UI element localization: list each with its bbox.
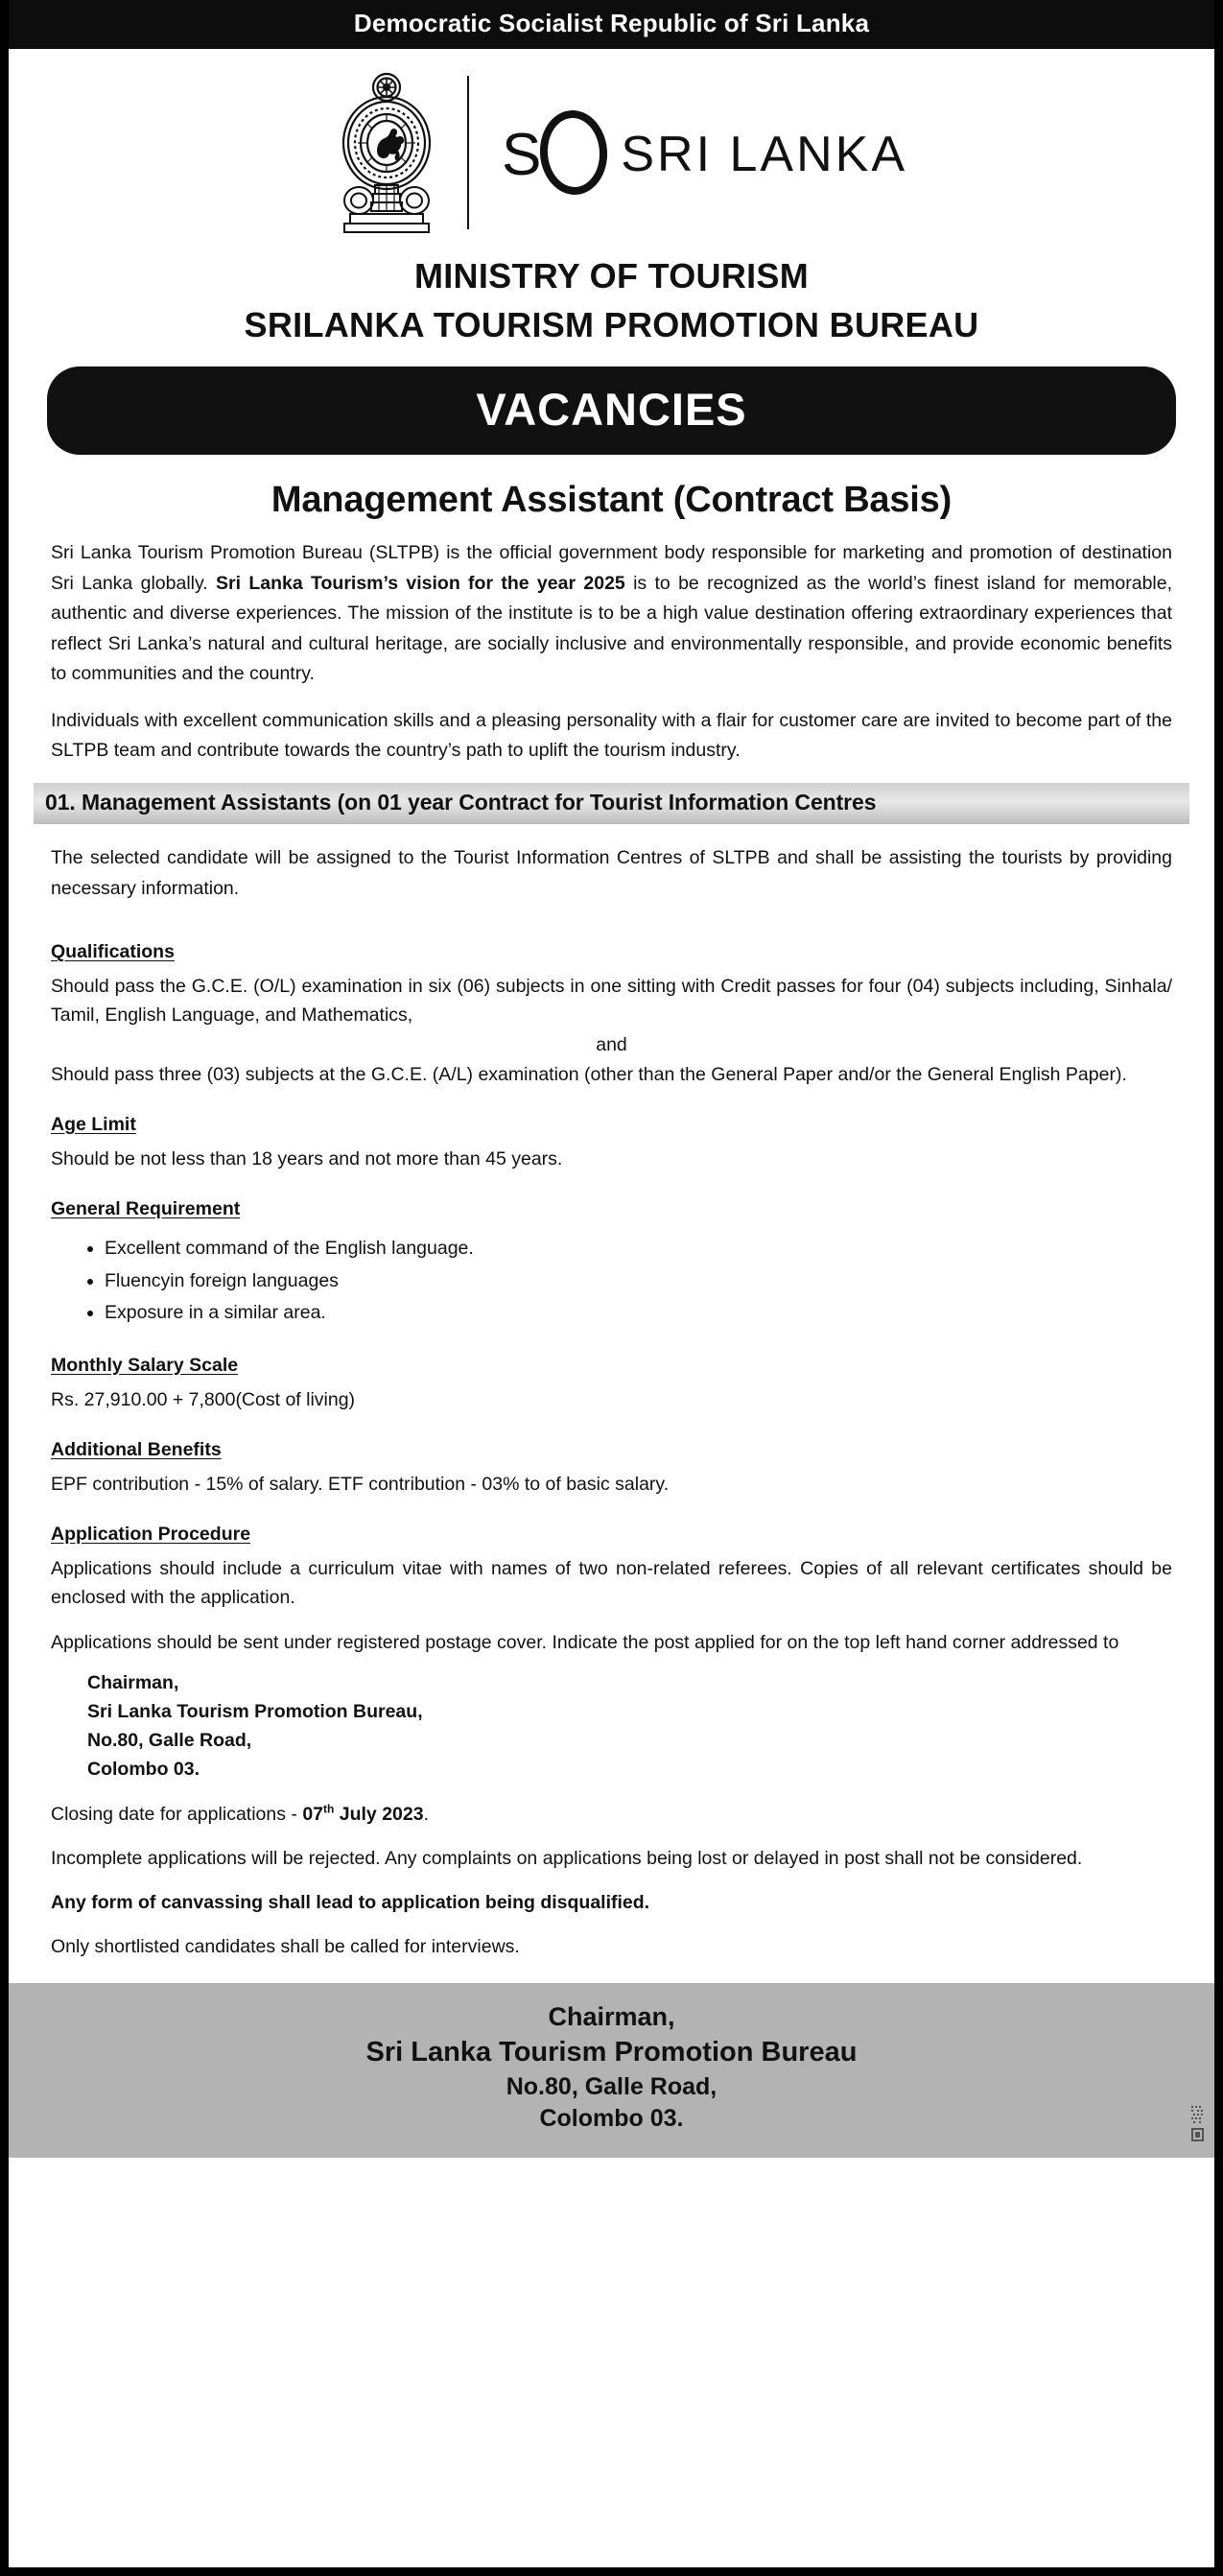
benefits-heading: Additional Benefits [51,1438,222,1460]
ministry-title: MINISTRY OF TOURISM [413,256,810,295]
general-requirement-heading: General Requirement [51,1198,241,1220]
list-item: • Fluencyin foreign languages [105,1265,1172,1298]
canvassing-note: Any form of canvassing shall lead to application being disqualified. [51,1892,650,1914]
bureau-title: SRILANKA TOURISM PROMOTION BUREAU [244,305,979,344]
vacancies-banner-wrap [9,345,1214,455]
footer-line-bureau: Sri Lanka Tourism Promotion Bureau [365,2036,858,2068]
age-limit-heading-wrap [51,1093,1172,1145]
footer-line-city: Colombo 03. [539,2104,684,2132]
address-line: Sri Lanka Tourism Promotion Bureau, [87,1700,423,1722]
qualification-item-2: Should pass three (03) subjects at the G.C.E. (A/L) examination (other than the General Paper and/or the General English Paper). [51,1063,1127,1085]
so-ring-icon [537,108,610,198]
list-item: • Excellent command of the English language. [105,1233,1172,1265]
application-procedure-heading-wrap [51,1502,1172,1554]
benefits-text: EPF contribution - 15% of salary. ETF contribution - 03% to of basic salary. [51,1473,670,1495]
general-requirement-heading-wrap [51,1177,1172,1229]
closing-date-day: 07 [302,1803,324,1825]
closing-date-line [51,1800,1172,1829]
footer-line-street: No.80, Galle Road, [506,2072,717,2100]
closing-date-rest: July 2023 [334,1803,424,1825]
qualifications-heading-wrap [51,920,1172,972]
list-item: • Exposure in a similar area. [105,1297,1172,1330]
footer-address-block [9,1983,1214,2158]
logo-row [9,49,1214,243]
logo-divider [467,76,469,229]
closing-date-prefix: Closing date for applications - [51,1803,303,1825]
age-limit-text: Should be not less than 18 years and not more than 45 years. [51,1147,563,1170]
so-letter-s: S [501,122,541,188]
intro-paragraph-1 [51,538,1172,690]
benefits-heading-wrap [51,1418,1172,1470]
footer-line-chairman: Chairman, [548,2001,675,2031]
qualifications-heading: Qualifications [51,941,175,963]
qualification-item-1: Should pass the G.C.E. (O/L) examination in six (06) subjects in one sitting with Credit passes for four (04) subjects including, Sinhala/ Tamil, English Language, and Mathematics, [51,976,1172,1027]
so-sri-lanka-logo [502,110,907,195]
address-line: No.80, Galle Road, [87,1730,252,1752]
age-limit-heading: Age Limit [51,1113,136,1135]
closing-date-period: . [423,1803,429,1825]
address-line: Chairman, [87,1671,179,1693]
intro-p1-bold: Sri Lanka Tourism’s vision for the year 2025 [216,572,625,594]
section-body [9,843,1214,1961]
application-paragraph-2: Applications should be sent under registered postage cover. Indicate the post applied for on the top left hand corner addressed to [51,1631,1119,1653]
intro-p1-part-a: Sri Lanka Tourism Promotion Bureau (SLTPB) is the official government body responsible for marketing and promotion of destination Sri Lanka globally. [51,542,1172,594]
vacancies-banner: VACANCIES [47,366,1176,455]
intro-section [9,538,1214,767]
intro-paragraph-2: Individuals with excellent communication skills and a pleasing personality with a flair for customer care are invited to become part of the SLTPB team and contribute towards the country’s path to uplift the tourism industry. [51,709,1172,762]
application-paragraph-1: Applications should include a curriculum vitae with names of two non-related referees. Copies of all relevant certificates should be enclosed with the application. [51,1558,1172,1609]
salary-heading-wrap [51,1334,1172,1385]
salary-heading: Monthly Salary Scale [51,1354,239,1376]
intro-p1-part-b: is to be recognized as the world’s finest island for memorable, authentic and diverse experiences. The mission of the institute is to be a high value destination offering extraordinary experiences that reflect Sri Lanka’s natural and cultural heritage, are socially inclusive and environmentally responsible, and provide economic benefits to communities and the country. [51,572,1173,685]
closing-date-ordinal: th [323,1802,335,1816]
general-requirement-list [83,1233,1172,1330]
application-procedure-heading: Application Procedure [51,1524,251,1546]
postal-address-block [87,1668,1172,1784]
sri-lanka-national-emblem-icon [316,70,458,235]
salary-text: Rs. 27,910.00 + 7,800(Cost of living) [51,1388,356,1410]
incomplete-applications-note: Incomplete applications will be rejected. Any complaints on applications being lost or delayed in post shall not be considered. [51,1847,1083,1869]
qr-code-watermark-icon [1189,2104,1205,2144]
section-description: The selected candidate will be assigned to the Tourist Information Centres of SLTPB and shall be assisting the tourists by providing necessary information. [51,847,1172,899]
shortlist-note: Only shortlisted candidates shall be called for interviews. [51,1936,520,1958]
so-brand-text: SRI LANKA [621,127,907,182]
address-line: Colombo 03. [87,1759,200,1781]
page-title: Management Assistant (Contract Basis) [270,480,953,520]
qualification-connector: and [596,1033,627,1055]
country-banner: Democratic Socialist Republic of Sri Lanka [9,0,1214,49]
section-heading-01: 01. Management Assistants (on 01 year Contract for Tourist Information Centres [34,783,1189,824]
lion-figure [377,129,404,161]
